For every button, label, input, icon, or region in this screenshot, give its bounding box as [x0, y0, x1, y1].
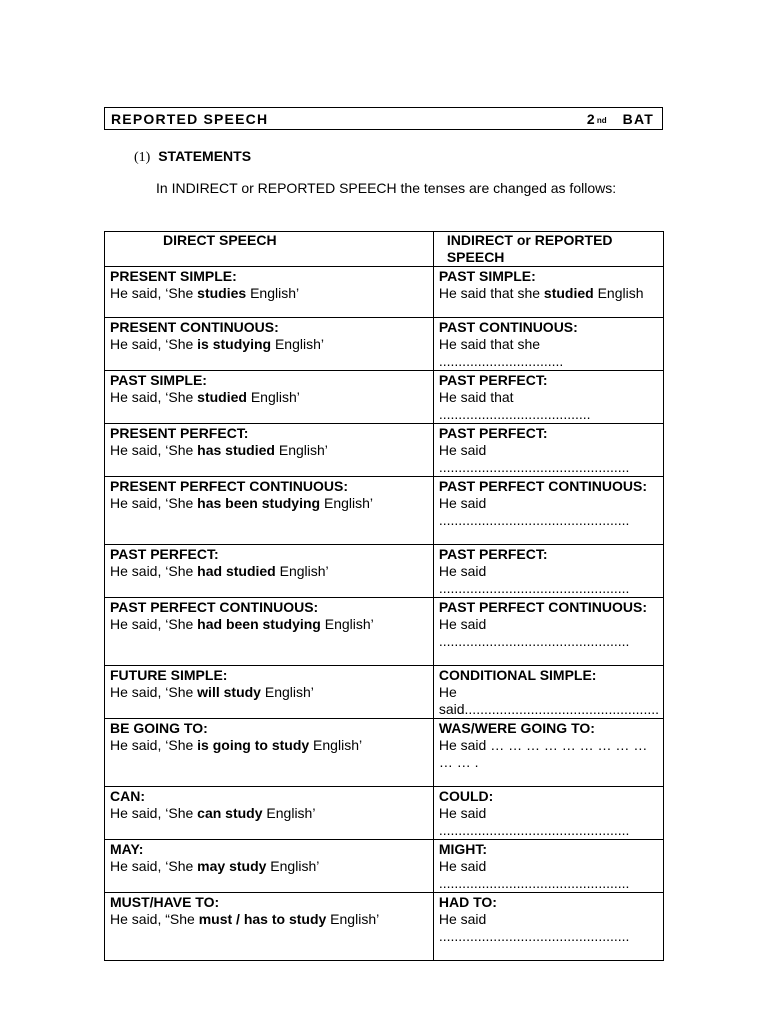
- example-verb: is going to study: [197, 737, 310, 753]
- example-verb: will study: [197, 684, 261, 700]
- table-row: [105, 477, 664, 545]
- example-sentence: [110, 911, 429, 928]
- table-row: [105, 719, 664, 787]
- tense-label: PRESENT PERFECT CONTINUOUS:: [110, 478, 349, 494]
- example-sentence: [110, 336, 429, 353]
- tense-label: CAN:: [110, 788, 145, 804]
- example-text: He said .................................................: [438, 805, 630, 838]
- table-header-row: [105, 232, 664, 267]
- indirect-speech-cell: [433, 719, 663, 787]
- example-verb: studied: [543, 285, 594, 301]
- example-text-end: English’: [320, 495, 374, 511]
- example-verb: has studied: [197, 442, 275, 458]
- example-sentence: [110, 858, 429, 875]
- tense-label: CONDITIONAL SIMPLE:: [438, 667, 597, 683]
- example-text-end: English’: [274, 442, 328, 458]
- example-sentence: [439, 737, 659, 771]
- example-sentence: [439, 684, 659, 718]
- direct-speech-cell: [105, 424, 434, 477]
- level-superscript: nd: [596, 115, 607, 125]
- example-sentence: [110, 684, 429, 701]
- tense-label: PAST PERFECT:: [438, 546, 548, 562]
- example-text: He said, ‘She: [110, 737, 198, 753]
- example-text: He said .................................................: [438, 911, 630, 944]
- tense-label: PRESENT PERFECT:: [110, 425, 249, 441]
- direct-speech-cell: [105, 598, 434, 666]
- indirect-speech-cell: [433, 598, 663, 666]
- table-row: [105, 666, 664, 719]
- example-sentence: [110, 285, 429, 302]
- example-sentence: [439, 805, 659, 839]
- example-text: He said … … … … … … … … … … … .: [438, 737, 648, 770]
- direct-speech-cell: [105, 318, 434, 371]
- direct-speech-cell: [105, 267, 434, 318]
- indirect-speech-cell: [433, 267, 663, 318]
- tense-label: PAST SIMPLE:: [438, 268, 536, 284]
- example-verb: had studied: [197, 563, 276, 579]
- direct-speech-cell: [105, 719, 434, 787]
- column-header-direct: DIRECT SPEECH: [105, 232, 434, 267]
- tense-label: WAS/WERE GOING TO:: [438, 720, 595, 736]
- table-row: [105, 371, 664, 424]
- indirect-speech-cell: [433, 840, 663, 893]
- example-sentence: [110, 616, 429, 633]
- example-text: He said .................................................: [438, 858, 630, 891]
- example-text: He said that .......................................: [438, 389, 591, 422]
- tense-label: PAST PERFECT CONTINUOUS:: [110, 599, 319, 615]
- example-sentence: [439, 563, 659, 597]
- example-text: He said that she ................................: [438, 336, 564, 369]
- example-text: He said that she: [438, 285, 544, 301]
- example-sentence: [110, 563, 429, 580]
- example-sentence: [110, 805, 429, 822]
- level-indicator: [587, 111, 654, 127]
- table-row: [105, 267, 664, 318]
- tense-table: [104, 231, 664, 961]
- direct-speech-cell: [105, 545, 434, 598]
- example-text: He said, ‘She: [110, 336, 198, 352]
- level-suffix: BAT: [622, 110, 654, 127]
- example-text-end: English: [593, 285, 644, 301]
- direct-speech-cell: [105, 893, 434, 961]
- example-sentence: [110, 495, 429, 512]
- example-text-end: English’: [246, 389, 300, 405]
- example-text-end: English’: [246, 285, 300, 301]
- indirect-speech-cell: [433, 477, 663, 545]
- section-heading: [134, 148, 251, 166]
- example-text: He said, ‘She: [110, 805, 198, 821]
- example-text: He said, ‘She: [110, 285, 198, 301]
- example-text: He said, “She: [110, 911, 199, 927]
- example-text: He said .................................................: [438, 616, 630, 649]
- section-title: STATEMENTS: [158, 148, 252, 164]
- table-row: [105, 424, 664, 477]
- column-header-indirect: INDIRECT or REPORTED SPEECH: [433, 232, 663, 267]
- example-text: He said .................................................: [438, 442, 630, 475]
- table-row: [105, 545, 664, 598]
- example-verb: had been studying: [197, 616, 321, 632]
- example-text-end: English’: [260, 684, 314, 700]
- indirect-speech-cell: [433, 371, 663, 424]
- example-sentence: [110, 389, 429, 406]
- example-sentence: [439, 616, 659, 650]
- tense-label: MUST/HAVE TO:: [110, 894, 220, 910]
- tense-label: PRESENT CONTINUOUS:: [110, 319, 279, 335]
- indirect-speech-cell: [433, 893, 663, 961]
- direct-speech-cell: [105, 787, 434, 840]
- tense-label: PRESENT SIMPLE:: [110, 268, 237, 284]
- direct-speech-cell: [105, 477, 434, 545]
- tense-label: MAY:: [110, 841, 144, 857]
- section-number: (1): [134, 150, 151, 165]
- indirect-speech-cell: [433, 424, 663, 477]
- intro-paragraph: In INDIRECT or REPORTED SPEECH the tenses are changed as follows:: [156, 180, 617, 196]
- example-sentence: [439, 389, 659, 423]
- example-sentence: [439, 442, 659, 476]
- table-row: [105, 840, 664, 893]
- tense-label: COULD:: [438, 788, 494, 804]
- indirect-speech-cell: [433, 318, 663, 371]
- example-sentence: [439, 911, 659, 945]
- example-text-end: English’: [320, 616, 374, 632]
- example-text: He said, ‘She: [110, 389, 198, 405]
- direct-speech-cell: [105, 840, 434, 893]
- example-text: He said .................................................: [438, 563, 630, 596]
- tense-label: PAST PERFECT:: [110, 546, 219, 562]
- example-text: He said, ‘She: [110, 563, 198, 579]
- table-row: [105, 893, 664, 961]
- example-verb: can study: [197, 805, 263, 821]
- direct-speech-cell: [105, 371, 434, 424]
- tense-label: BE GOING TO:: [110, 720, 208, 736]
- example-text: He said, ‘She: [110, 495, 198, 511]
- example-text: He said, ‘She: [110, 858, 198, 874]
- example-sentence: [439, 495, 659, 529]
- document-header: [104, 107, 663, 130]
- indirect-speech-cell: [433, 787, 663, 840]
- tense-label: PAST PERFECT CONTINUOUS:: [438, 478, 648, 494]
- tense-label: PAST PERFECT:: [438, 425, 548, 441]
- example-text-end: English’: [275, 563, 329, 579]
- indirect-speech-cell: [433, 666, 663, 719]
- example-text-end: English’: [266, 858, 320, 874]
- table-row: [105, 787, 664, 840]
- tense-label: FUTURE SIMPLE:: [110, 667, 228, 683]
- example-verb: studied: [197, 389, 247, 405]
- tense-label: HAD TO:: [438, 894, 497, 910]
- table-body: [105, 267, 664, 961]
- example-text: He said, ‘She: [110, 442, 198, 458]
- tense-label: PAST CONTINUOUS:: [438, 319, 578, 335]
- example-text-end: English’: [309, 737, 363, 753]
- example-verb: may study: [197, 858, 267, 874]
- example-sentence: [439, 858, 659, 892]
- example-sentence: [439, 336, 659, 370]
- example-text-end: English’: [326, 911, 380, 927]
- example-verb: studies: [197, 285, 247, 301]
- example-verb: is studying: [197, 336, 272, 352]
- example-text: He said..................................................: [438, 684, 660, 717]
- example-text: He said .................................................: [438, 495, 630, 528]
- document-title: REPORTED SPEECH: [111, 110, 269, 127]
- example-sentence: [110, 442, 429, 459]
- example-sentence: [110, 737, 429, 754]
- indirect-speech-cell: [433, 545, 663, 598]
- example-text-end: English’: [262, 805, 316, 821]
- example-text-end: English’: [271, 336, 324, 352]
- table-row: [105, 598, 664, 666]
- tense-label: MIGHT:: [438, 841, 488, 857]
- direct-speech-cell: [105, 666, 434, 719]
- example-text: He said, ‘She: [110, 684, 198, 700]
- table-row: [105, 318, 664, 371]
- example-verb: has been studying: [197, 495, 321, 511]
- tense-label: PAST SIMPLE:: [110, 372, 207, 388]
- example-verb: must / has to study: [198, 911, 327, 927]
- tense-label: PAST PERFECT:: [438, 372, 548, 388]
- example-text: He said, ‘She: [110, 616, 198, 632]
- example-sentence: [439, 285, 659, 302]
- tense-label: PAST PERFECT CONTINUOUS:: [438, 599, 648, 615]
- level-number: 2: [586, 110, 596, 127]
